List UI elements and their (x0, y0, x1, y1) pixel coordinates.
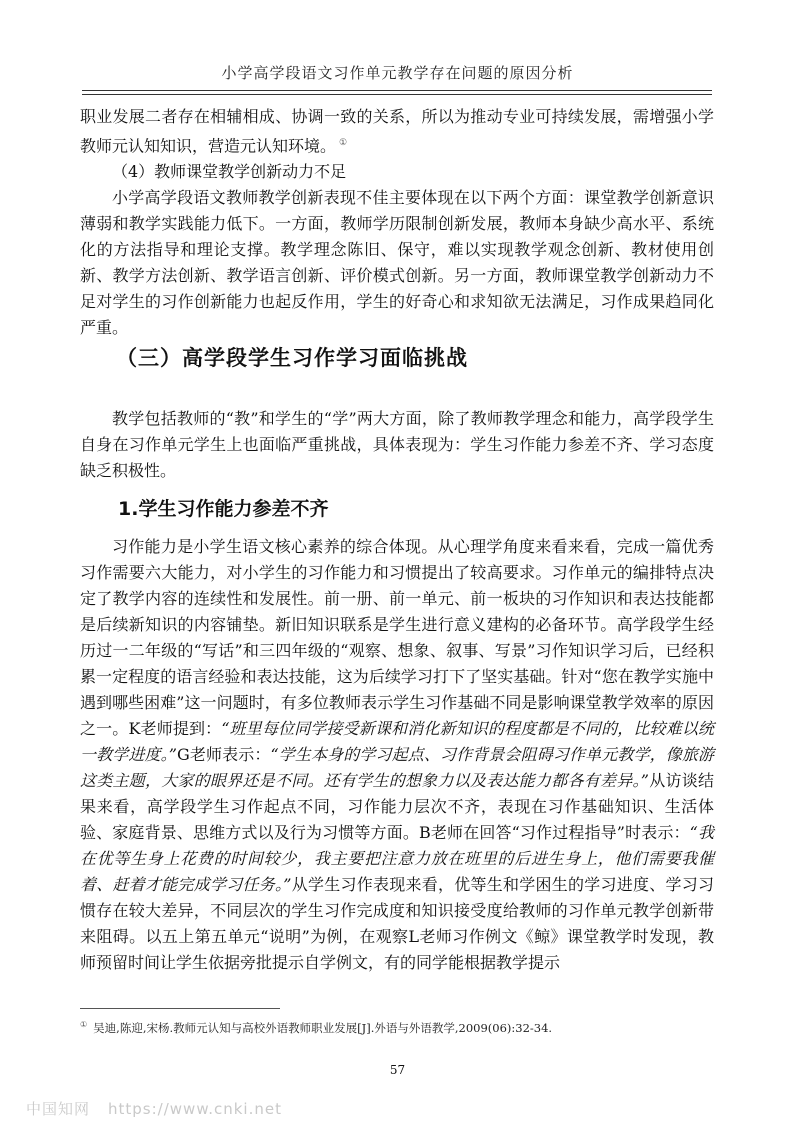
footnote-rule (80, 1008, 280, 1009)
watermark-brand: 中国知网 (26, 1100, 91, 1118)
subheading-innovation: （4）教师课堂教学创新动力不足 (112, 162, 347, 182)
quote-teacher-b: “我在优等生身上花费的时间较少，我主要把注意力放在班里的后进生身上，他们需要我催着、赶着才能完成学习任务。” (80, 823, 714, 894)
header-rule (82, 94, 712, 95)
section-intro-paragraph: 教学包括教师的“教”和学生的“学”两大方面，除了教师教学理念和能力，高学段学生自身在习作单元学生上也面临严重挑战，具体表现为：学生习作能力参差不齐、学习态度缺乏积极性。 (80, 409, 714, 480)
header-rule (82, 90, 712, 91)
top-text-block (80, 104, 714, 341)
section-heading: （三）高学段学生习作学习面临挑战 (116, 346, 468, 370)
running-header: 小学高学段语文习作单元教学存在问题的原因分析 (221, 64, 574, 82)
watermark (26, 1098, 282, 1119)
footnote-ref: ① (339, 138, 348, 148)
watermark-url: https://www.cnki.net (108, 1100, 282, 1118)
continuation-paragraph: 职业发展二者存在相辅相成、协调一致的关系，所以为推动专业可持续发展，需增强小学教师元认知知识，营造元认知环境。 ① (80, 107, 714, 156)
quote-teacher-g: “学生本身的学习起点、习作背景会阻碍习作单元教学，像旅游这类主题，大家的眼界还是不同。还有学生的想象力以及表达能力都各有差异。” (80, 745, 714, 790)
subsection-heading: 1.学生习作能力参差不齐 (118, 498, 329, 520)
page-number: 57 (389, 1063, 406, 1077)
footnote-mark: ① (80, 1020, 88, 1030)
footnote-text: 吴迪,陈迎,宋杨.教师元认知与高校外语教师职业发展[J].外语与外语教学,2009(06):32-34. (93, 1021, 553, 1035)
ability-paragraph: 习作能力是小学生语文核心素养的综合体现。从心理学角度来看来看，完成一篇优秀习作需要六大能力，对小学生的习作能力和习惯提出了较高要求。习作单元的编排特点决定了教学内容的连续性和发展性。前一册、前一单元、前一板块的习作知识和表达技能都是后续新知识的内容铺垫。新旧知识联系是学生进行意义建构的必备环节。高学段学生经历过一二年级的“写话”和三四年级的“观察、想象、叙事、写景”习作知识学习后，已经积累一定程度的语言经验和表达技能，这为后续学习打下了坚实基础。针对“您在教学实施中遇到哪些困难”这一问题时，有多位教师表示学生习作基础不同是影响课堂教学效率的原因之一。K老师提到：“班里每位同学接受新课和消化新知识的程度都是不同的，比较难以统一教学进度。”G老师表示：“学生本身的学习起点、习作背景会阻碍习作单元教学，像旅游这类主题，大家的眼界还是不同。还有学生的想象力以及表达能力都各有差异。”从访谈结果来看，高学段学生习作起点不同，习作能力层次不齐，表现在习作基础知识、生活体验、家庭背景、思维方式以及行为习惯等方面。B老师在回答“习作过程指导”时表示：“我在优等生身上花费的时间较少，我主要把注意力放在班里的后进生身上，他们需要我催着、赶着才能完成学习任务。”从学生习作表现来看，优等生和学困生的学习进度、学习习惯存在较大差异，不同层次的学生习作完成度和知识接受度给教师的习作单元教学创新带来阻碍。以五上第五单元“说明”为例，在观察L老师习作例文《鲸》课堂教学时发现，教师预留时间让学生依据旁批提示自学例文，有的同学能根据教学提示 (80, 537, 714, 972)
innovation-paragraph: 小学高学段语文教师教学创新表现不佳主要体现在以下两个方面：课堂教学创新意识薄弱和教学实践能力低下。一方面，教师学历限制创新发展，教师本身缺少高水平、系统化的方法指导和理论支撑。教学理念陈旧、保守，难以实现教学观念创新、教材使用创新、教学方法创新、教学语言创新、评价模式创新。另一方面，教师课堂教学创新动力不足对学生的习作创新能力也起反作用，学生的好奇心和求知欲无法满足，习作成果趋同化严重。 (80, 188, 714, 338)
subsection-body (80, 534, 714, 976)
footnote (80, 1020, 714, 1036)
quote-teacher-k: “班里每位同学接受新课和消化新知识的程度都是不同的，比较难以统一教学进度。” (80, 719, 714, 764)
section-intro-block (80, 406, 714, 484)
